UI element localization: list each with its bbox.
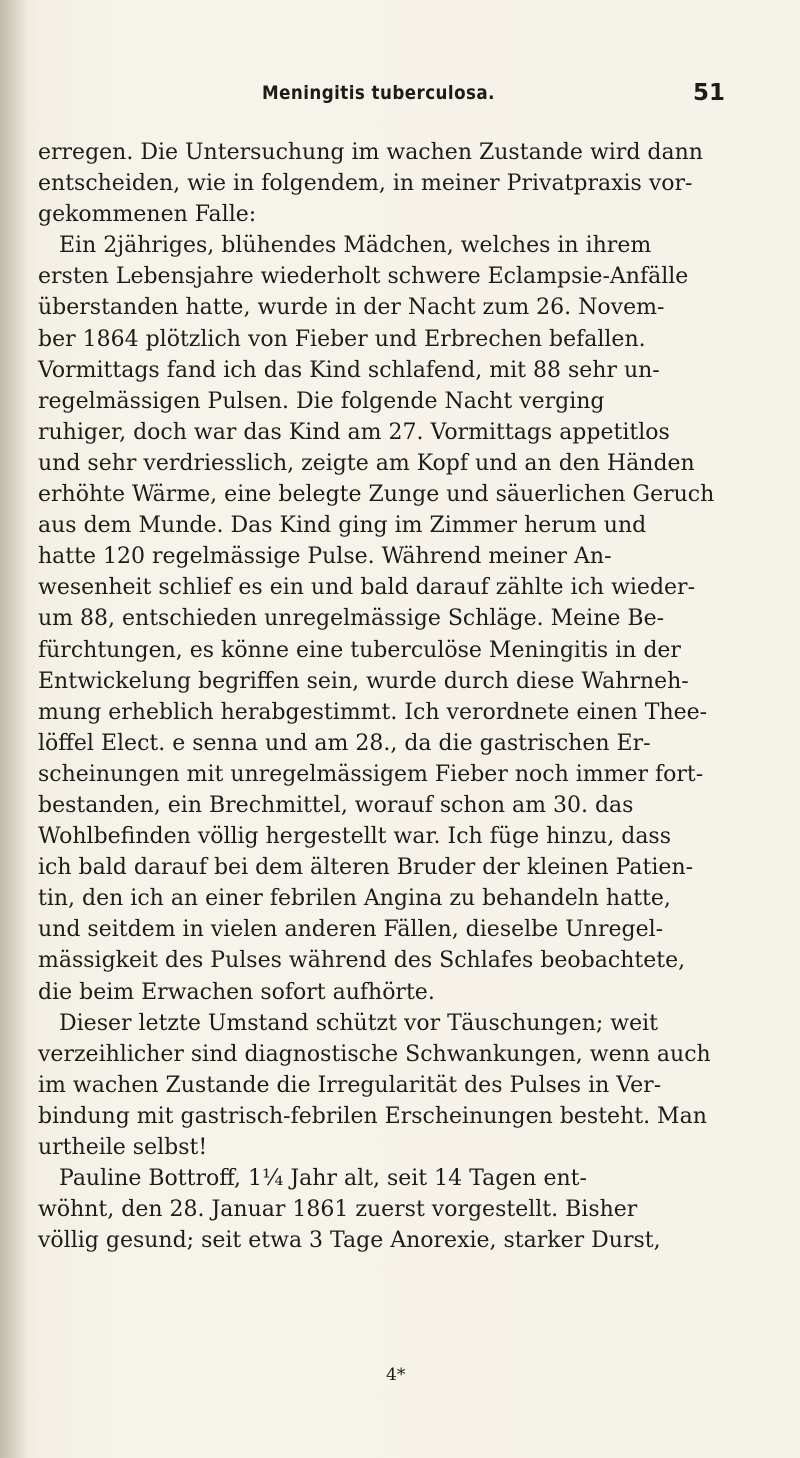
text-line: die beim Erwachen sofort aufhörte.: [38, 979, 435, 1005]
text-line: tin, den ich an einer febrilen Angina zu behandeln hatte,: [38, 886, 671, 912]
text-line: fürchtungen, es könne eine tuberculöse Meningitis in der: [38, 637, 681, 663]
text-line: löffel Elect. e senna und am 28., da die gastrischen Er-: [38, 730, 651, 756]
running-title: Meningitis tuberculosa.: [262, 82, 495, 104]
text-line: völlig gesund; seit etwa 3 Tage Anorexie, starker Durst,: [38, 1228, 661, 1254]
text-line: Entwickelung begriffen sein, wurde durch diese Wahrneh-: [38, 668, 689, 694]
text-line: mung erheblich herabgestimmt. Ich verordnete einen Thee-: [38, 699, 708, 725]
text-line: entscheiden, wie in folgendem, in meiner Privatpraxis vor-: [38, 171, 693, 197]
text-line: urtheile selbst!: [38, 1135, 208, 1160]
text-line: regelmässigen Pulsen. Die folgende Nacht verging: [38, 388, 605, 414]
text-line: überstanden hatte, wurde in der Nacht zum 26. Novem-: [38, 295, 665, 321]
text-line: ruhiger, doch war das Kind am 27. Vormittags appetitlos: [38, 419, 670, 445]
text-line: ber 1864 plötzlich von Fieber und Erbrechen befallen.: [38, 326, 646, 352]
text-line: Pauline Bottroff, 1¼ Jahr alt, seit 14 Tagen ent-: [59, 1166, 587, 1192]
text-line: im wachen Zustande die Irregularität des Pulses in Ver-: [38, 1072, 662, 1098]
gutter-shadow: [0, 0, 28, 1458]
text-line: Vormittags fand ich das Kind schlafend, mit 88 sehr un-: [38, 357, 660, 383]
text-line: mässigkeit des Pulses während des Schlafes beobachtete,: [38, 948, 686, 974]
text-line: ersten Lebensjahre wiederholt schwere Eclampsie-Anfälle: [38, 264, 689, 290]
page-header: [0, 82, 800, 112]
text-line: um 88, entschieden unregelmässige Schläge. Meine Be-: [38, 606, 665, 632]
text-line: Ein 2jähriges, blühendes Mädchen, welches in ihrem: [59, 233, 652, 259]
text-line: scheinungen mit unregelmässigem Fieber noch immer fort-: [38, 761, 704, 787]
text-line: hatte 120 regelmässige Pulse. Während meiner An-: [38, 544, 612, 570]
text-line: aus dem Munde. Das Kind ging im Zimmer herum und: [38, 513, 647, 539]
text-line: gekommenen Falle:: [38, 202, 257, 228]
text-line: Wohlbefinden völlig hergestellt war. Ich füge hinzu, dass: [38, 824, 672, 850]
signature-mark: 4*: [386, 1365, 406, 1385]
text-line: wöhnt, den 28. Januar 1861 zuerst vorgestellt. Bisher: [38, 1197, 638, 1223]
text-line: wesenheit schlief es ein und bald darauf zählte ich wieder-: [38, 575, 696, 601]
page-number: 51: [693, 80, 726, 106]
text-line: und seitdem in vielen anderen Fällen, dieselbe Unregel-: [38, 917, 664, 943]
body-text: [38, 137, 758, 1256]
text-line: ich bald darauf bei dem älteren Bruder der kleinen Patien-: [38, 855, 694, 881]
text-line: verzeihlicher sind diagnostische Schwankungen, wenn auch: [38, 1041, 711, 1067]
text-line: erhöhte Wärme, eine belegte Zunge und säuerlichen Geruch: [38, 482, 715, 508]
text-line: und sehr verdriesslich, zeigte am Kopf und an den Händen: [38, 450, 695, 476]
text-line: bindung mit gastrisch-febrilen Erscheinungen besteht. Man: [38, 1103, 707, 1129]
text-line: bestanden, ein Brechmittel, worauf schon am 30. das: [38, 792, 634, 818]
text-line: Dieser letzte Umstand schützt vor Täuschungen; weit: [59, 1010, 658, 1036]
text-line: erregen. Die Untersuchung im wachen Zustande wird dann: [38, 140, 703, 165]
